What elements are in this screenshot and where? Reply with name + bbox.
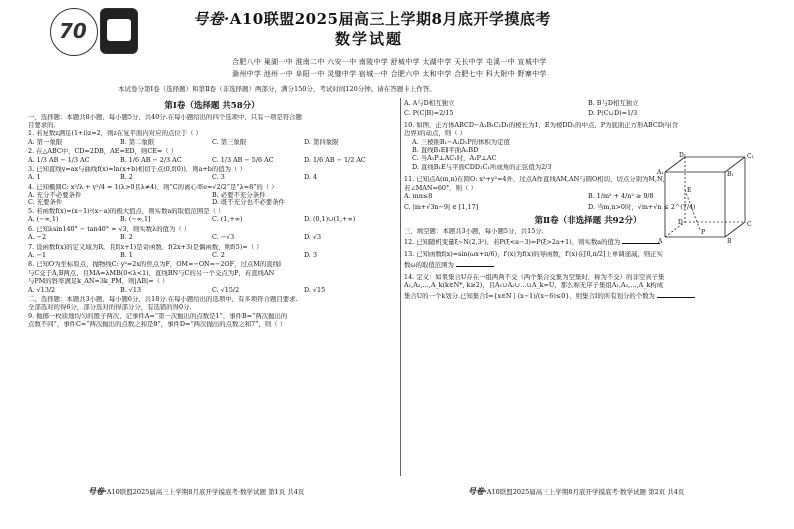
- option: C. 2: [212, 251, 225, 259]
- option: D. 4: [304, 173, 318, 182]
- option: A. A与D相互独立: [404, 99, 455, 107]
- instruction-1b: 目要求的.: [28, 121, 56, 129]
- option: A. (−∞,1): [28, 215, 59, 224]
- option: B. B与D相互独立: [588, 99, 639, 107]
- option: B. 第二象限: [120, 137, 155, 146]
- q3-options: [28, 174, 396, 180]
- question-5: 5. 若函数f(x)=(x−1)²(x−a)的极大值点，则实数a的取值范围是（ ）: [28, 207, 225, 215]
- option: B. 1/m² + 4/n² ≥ 9/8: [588, 192, 654, 201]
- option: D. √15: [304, 285, 326, 294]
- option: B. (−∞,1]: [120, 215, 151, 224]
- option: C. 充要条件: [28, 197, 63, 206]
- label-c: C: [747, 221, 752, 228]
- q9-options: [404, 100, 772, 117]
- instruction-2a: 二、选择题：本题共3小题，每小题6分，共18分.在每小题给出的选项中，有多项符合题目要求.: [28, 296, 298, 303]
- footer-right-text: A10联盟2025届高三上学期8月底开学摸底考·数学试题 第2页 共4页: [486, 488, 685, 496]
- question-8c: 与PM的斜率满足k_AN=3k_PM，则|AB|=（ ）: [28, 278, 169, 285]
- option: C. (1,+∞): [212, 215, 243, 224]
- question-4: 4. 已知椭圆C: x²/λ + y²/4 = 1(λ>0且λ≠4)，则“C的离心率e=√2/2”是“λ=8”的（ ）: [28, 183, 278, 191]
- q7-options: [28, 252, 396, 258]
- label-b: B: [727, 238, 732, 245]
- exam-title: [193, 8, 551, 29]
- section-1-title: 第Ⅰ卷（选择题 共58分）: [164, 101, 260, 111]
- option: A. √13/2: [28, 285, 56, 294]
- question-1: 1. 若复数z满足(1+i)z=2，则z在复平面内对应的点位于（ ）: [28, 130, 202, 137]
- question-9b: 点数不同”，事件C=“两次抛出的点数之和是8”，事件D=“两次抛出的点数之和7”，则（ ）: [28, 321, 287, 328]
- q8-options: [28, 287, 396, 293]
- footer-brand: 号卷·: [468, 486, 487, 496]
- section-2-title: 第Ⅱ卷（非选择题 共92分）: [534, 215, 642, 226]
- option: D. (0,1)∪(1,+∞): [304, 215, 356, 224]
- label-d: D: [678, 219, 683, 226]
- question-13a: 13. 已知函数f(x)=sin(ωx+π/6)，f′(x)为f(x)的导函数，f′(x)在[0,π/2]上单调递减，则正实: [404, 251, 663, 258]
- left-column: [28, 100, 396, 330]
- question-2: 2. 在△ABC中，CD=2DB，AE=ED，则CE=（ ）: [28, 148, 178, 155]
- q10-option-c: C. 当A₁P⊥AC₁时，A₁P⊥AC: [412, 155, 497, 162]
- q5-options: [28, 216, 396, 222]
- footer-left: [88, 486, 304, 497]
- option: A. −1: [28, 251, 47, 259]
- instruction-1a: 一、选择题：本题共8小题，每小题5分，共40分.在每小题给出的四个选项中，只有一项是符合题: [28, 113, 302, 120]
- option: B. 2: [120, 233, 133, 242]
- exam-note: 本试卷分第Ⅰ卷（选择题）和第Ⅱ卷（非选择题）两部分，满分150分，考试时间120分钟。请在答题卡上作答。: [118, 85, 436, 93]
- option: C. |m+√3n−9| ∈ [1,17]: [404, 203, 479, 212]
- option: A. 1/3 AB − 1/3 AC: [28, 155, 90, 164]
- school-logos: [50, 6, 140, 64]
- question-11a: 11. 已知点A(m,n)在圆O: x²+y²=4外，过点A作直线AM,AN与圆O相切，切点分别为M,N，: [404, 176, 669, 183]
- q10-option-d: D. 直线B₁E与平面CDD₁C₁所成角的正弦值为2/3: [412, 163, 552, 171]
- option: B. 必要不充分条件: [212, 191, 266, 200]
- question-10b: 边界)的动点，则（ ）: [404, 130, 467, 137]
- edge: [725, 222, 745, 237]
- column-divider: [400, 98, 401, 476]
- footer-right: [468, 486, 684, 497]
- option: A. mn≤8: [404, 192, 433, 201]
- label-p: P: [701, 229, 706, 236]
- schools-line2: 滁州中学 池州一中 阜阳一中 灵璧中学 宿城一中 合肥六中 太和中学 合肥七中 科大附中 野寨中学: [232, 70, 547, 78]
- brand-mark: 号卷·: [193, 10, 230, 28]
- answer-blank[interactable]: [657, 291, 695, 298]
- footer-brand: 号卷·: [88, 486, 107, 496]
- q6-options: [28, 234, 396, 240]
- question-8b: 与C交于A,B两点，且MA=λMB(0<λ<1)，直线BN与C的另一个交点为P，若直线AN: [28, 269, 275, 277]
- edge: [725, 157, 745, 172]
- option: D. 既不充分也不必要条件: [212, 197, 285, 206]
- option: C. √15/2: [212, 285, 240, 294]
- option: D. 1/6 AB − 1/2 AC: [304, 155, 366, 164]
- q2-options: [28, 157, 396, 163]
- option: D. √3: [304, 233, 322, 242]
- option: B. √13: [120, 285, 141, 294]
- option: B. 1: [120, 251, 133, 259]
- option: C. P(C|B)=2/15: [404, 109, 454, 118]
- question-14b: A₁,A₂,…,A_k(k∈N*, k≥2)，且A₁∪A₂∪…∪A_k=U，那么称无序子集组A₁,A₂,…,A_k构成: [404, 282, 664, 289]
- answer-blank[interactable]: [456, 260, 494, 267]
- instruction-2b: 全部选对的得6分，部分选对的得部分分，有选错的得0分.: [28, 304, 192, 311]
- question-14-text: 集合U的一个k划分.已知集合I={x∈N | (x−1)/(x−6)≤0}，则集合I的所有划分的个数为: [404, 291, 655, 300]
- question-13-text: 数ω的取值范围为: [404, 260, 454, 268]
- anniversary-seal-icon: 70: [50, 8, 98, 56]
- question-14a: 14. 定义：如果集合U存在一组两两不交（两个集合交集为空集时，称为不交）的非空真子集: [404, 274, 665, 281]
- label-c1: C₁: [747, 153, 754, 160]
- option: B. 2: [120, 173, 133, 182]
- option: C. 3: [212, 173, 225, 182]
- question-11b: 若∠MAN=60°，则（ ）: [404, 184, 477, 192]
- q10-option-b: B. 直线B₁E∥平面A₁BD: [412, 147, 479, 154]
- q4-options: [28, 192, 396, 205]
- schools-line1: 合肥八中 巢湖一中 淮南二中 六安一中 南陵中学 舒城中学 太湖中学 天长中学 屯溪一中 宣城中学: [232, 58, 547, 66]
- question-12-text: 12. 已知随机变量ξ~N(2,3²)，若P(ξ<a−3)=P(ξ>2a+1)，则实数a的值为: [404, 237, 621, 246]
- q1-options: [28, 139, 396, 145]
- question-14c: [404, 291, 772, 299]
- option: A. 1: [28, 173, 41, 182]
- subject-title: 数学试题: [335, 30, 404, 48]
- option: C. 第三象限: [212, 137, 247, 146]
- label-b1: B₁: [727, 171, 734, 178]
- option: A. 第一象限: [28, 137, 63, 146]
- question-13b: [404, 260, 772, 268]
- question-10a: 10. 如图，正方体ABCD−A₁B₁C₁D₁的棱长为1，E为棱DD₁的中点，P为底面正方形ABCD内(含: [404, 121, 679, 129]
- option: C. −√3: [212, 233, 235, 242]
- label-e: E: [687, 187, 692, 194]
- question-9a: 9. 抛掷一枚质地均匀的骰子两次，记事件A=“第一次抛出的点数是1”，事件B=“两次抛出的: [28, 312, 288, 320]
- option: A. 充分不必要条件: [28, 191, 82, 200]
- question-8a: 8. 已知O为坐标原点，抛物线C: y²=2x的焦点为F，OM=−ON=−2OF，过点M的直线l: [28, 261, 282, 268]
- label-a1: A₁: [657, 169, 664, 176]
- question-6: 6. 已知λsin140° − tan40° = √3，则实数λ的值为（ ）: [28, 225, 191, 233]
- option: A. −2: [28, 233, 47, 242]
- option: D. 当m,n>0时，√m+√n ≤ 2^(7/4): [588, 203, 696, 212]
- question-3: 3. 已知直线y=ax与曲线f(x)=ln(x+b)相切于点(0,f(0))，则a+b的值为（ ）: [28, 165, 246, 173]
- cube-figure: [655, 152, 755, 247]
- school-emblem-icon: [100, 8, 138, 54]
- q10-option-a: A. 三棱锥B₁−A₁D₁P的体积为定值: [412, 138, 510, 146]
- footer-left-text: A10联盟2025届高三上学期8月底开学摸底考·数学试题 第1页 共4页: [106, 488, 305, 496]
- instruction-3: 三、填空题：本题共3小题，每小题5分，共15分.: [404, 228, 544, 235]
- option: D. 第四象限: [304, 137, 339, 146]
- option: D. 3: [304, 251, 318, 259]
- option: C. 1/3 AB − 5/6 AC: [212, 155, 274, 164]
- title-line1: A10联盟2025届高三上学期8月底开学摸底考: [229, 10, 551, 28]
- label-d1: D₁: [679, 152, 687, 159]
- hidden-edge: [685, 190, 700, 230]
- question-7: 7. 设函数f(x)的定义域为R，且f(x+1)是奇函数，f(2x+3)是偶函数，则f(5)=（ ）: [28, 243, 263, 250]
- label-a: A: [658, 238, 663, 245]
- edge: [665, 157, 685, 172]
- option: D. P(C∪D)=1/3: [588, 109, 638, 118]
- option: B. 1/6 AB − 2/3 AC: [120, 155, 182, 164]
